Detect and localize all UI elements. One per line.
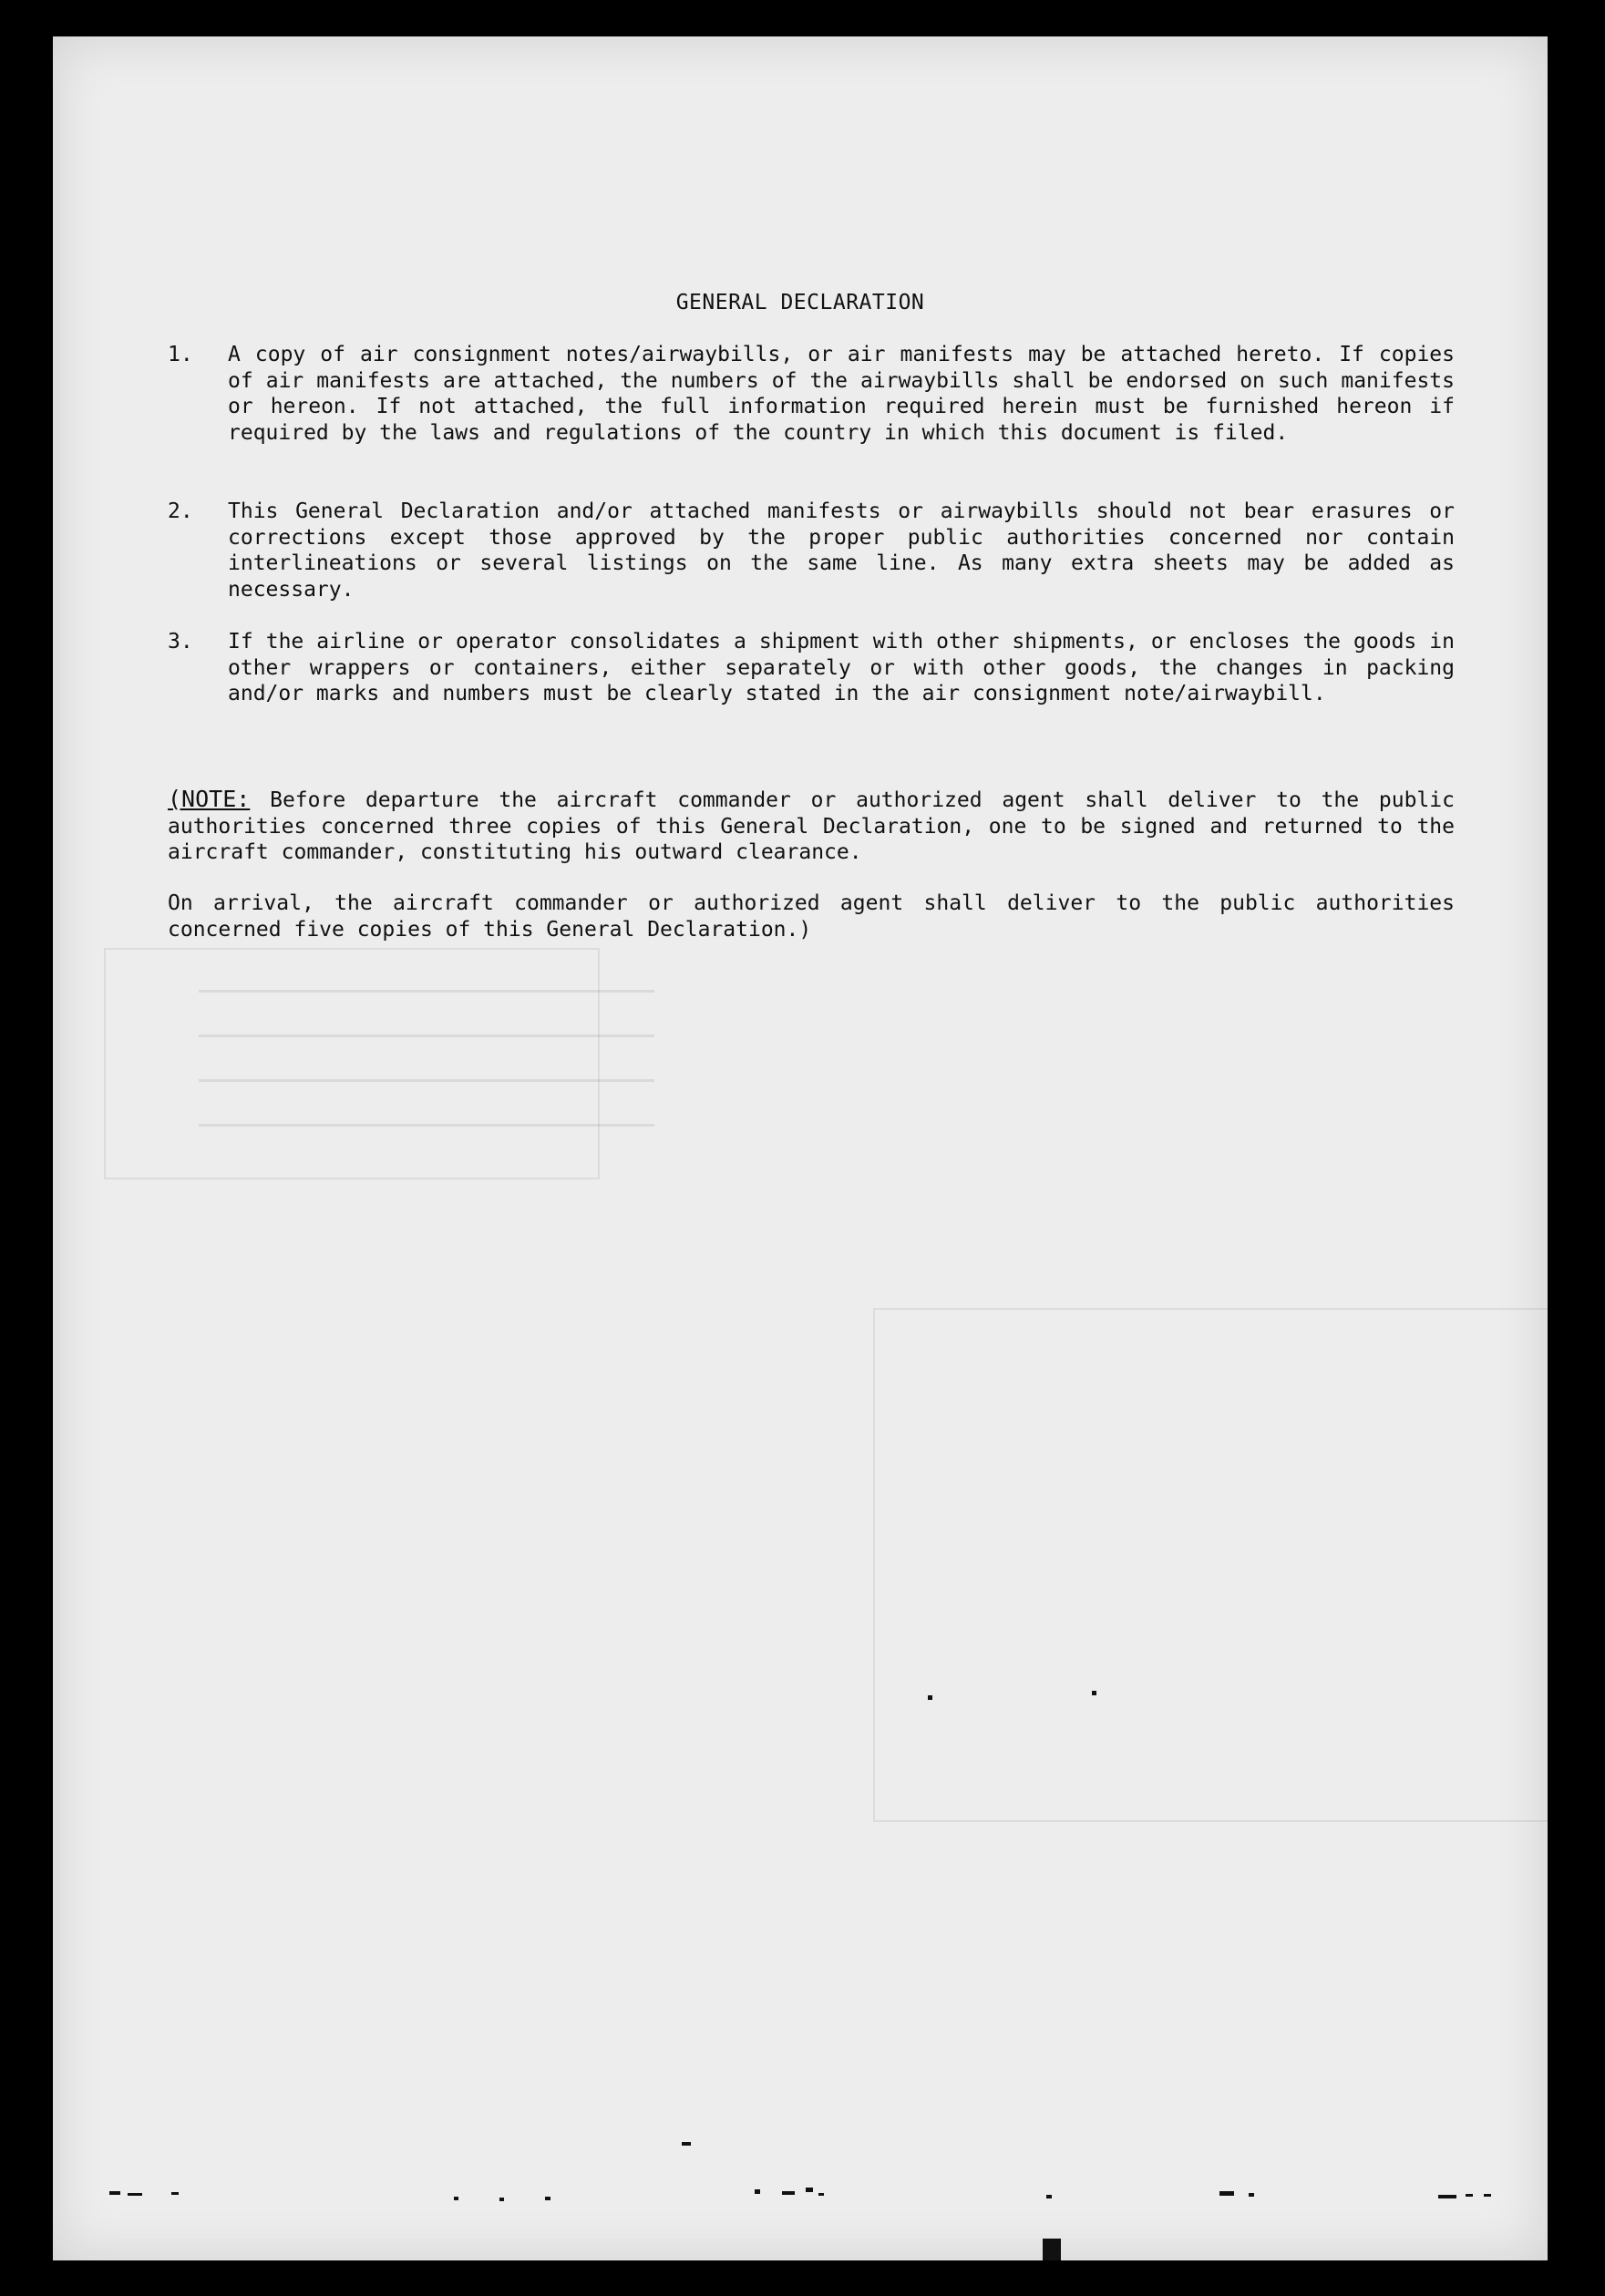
page-title: GENERAL DECLARATION	[675, 291, 925, 314]
item-text: If the airline or operator consolidates a shipment with other shipments, or encloses the goods in other wrappers or containers, either separately or with other goods, the changes in packing and/or marks and numbers must be clearly stated in the air consignment note/airwaybill.	[228, 630, 1455, 705]
arrival-paragraph: On arrival, the aircraft commander or authorized agent shall deliver to the public authorities concerned five copies of this General Declaration.)	[168, 891, 1455, 942]
item-text: This General Declaration and/or attached manifests or airwaybills should not bear erasures or corrections except those approved by the proper public authorities concerned nor contain interlineations or several listings on the same line. As many extra sheets may be added as necessary.	[228, 499, 1455, 602]
item-number: 1.	[168, 343, 193, 366]
document-page	[53, 36, 1548, 2260]
item-number: 2.	[168, 499, 193, 523]
item-number: 3.	[168, 630, 193, 654]
scan-specks	[53, 36, 1548, 2260]
note-label: (NOTE:	[168, 786, 251, 812]
item-text: A copy of air consignment notes/airwaybills, or air manifests may be attached hereto. If copies of air manifests are attached, the numbers of the airwaybills shall be endorsed on such manifests or hereon. If not attached, the full information required herein must be furnished hereon if required by the laws and regulations of the country in which this document is filed.	[228, 343, 1455, 445]
note-text: Before departure the aircraft commander or authorized agent shall deliver to the public authorities concerned three copies of this General Declaration, one to be signed and returned to the aircraft commander, constituting his outward clearance.	[168, 788, 1455, 864]
